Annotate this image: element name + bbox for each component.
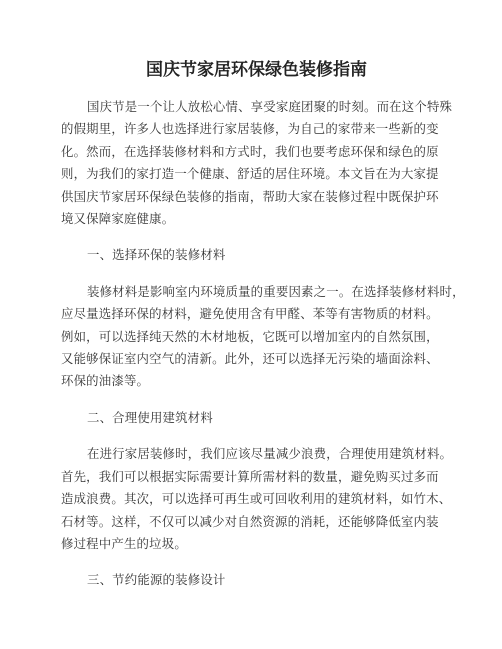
section-paragraph-materials <box>61 281 465 393</box>
paragraph-line: 国庆节是一个让人放松心情、享受家庭团聚的时刻。而在这个特殊 <box>87 99 453 114</box>
section-heading-materials: 一、选择环保的装修材料 <box>87 247 226 263</box>
paragraph-line: 则，为我们的家打造一个健康、舒适的居住环境。本文旨在为大家提 <box>61 166 439 182</box>
paragraph-line: 石材等。这样，不仅可以减少对自然资源的消耗，还能够降低室内装 <box>61 513 439 529</box>
paragraph-line: 的假期里，许多人也选择进行家居装修，为自己的家带来一些新的变 <box>61 121 439 137</box>
paragraph-line: 化。然而，在选择装修材料和方式时，我们也要考虑环保和绿色的原 <box>61 143 439 159</box>
paragraph-line: 装修材料是影响室内环境质量的重要因素之一。在选择装修材料时， <box>87 283 465 299</box>
paragraph-line: 例如，可以选择纯天然的木材地板，它既可以增加室内的自然氛围， <box>61 328 439 344</box>
paragraph-line: 在进行家居装修时，我们应该尽量减少浪费，合理使用建筑材料。 <box>87 446 453 462</box>
intro-paragraph <box>61 96 453 230</box>
paragraph-line: 修过程中产生的垃圾。 <box>61 535 187 551</box>
document-title: 国庆节家居环保绿色装修指南 <box>146 60 367 80</box>
section-heading-building-materials: 二、合理使用建筑材料 <box>87 409 213 425</box>
paragraph-line: 境又保障家庭健康。 <box>61 211 175 227</box>
section-heading-energy-saving: 三、节约能源的装修设计 <box>87 572 226 588</box>
paragraph-line: 首先，我们可以根据实际需要计算所需材料的数量，避免购买过多而 <box>61 468 439 484</box>
section-paragraph-building-materials <box>61 443 453 555</box>
paragraph-line: 供国庆节家居环保绿色装修的指南，帮助大家在装修过程中既保护环 <box>61 188 439 204</box>
paragraph-line: 环保的油漆等。 <box>61 373 150 389</box>
paragraph-line: 又能够保证室内空气的清新。此外，还可以选择无污染的墙面涂料、 <box>61 351 439 367</box>
paragraph-line: 造成浪费。其次，可以选择可再生或可回收利用的建筑材料，如竹木、 <box>61 491 452 507</box>
paragraph-line: 应尽量选择环保的材料，避免使用含有甲醛、苯等有害物质的材料。 <box>61 306 439 322</box>
